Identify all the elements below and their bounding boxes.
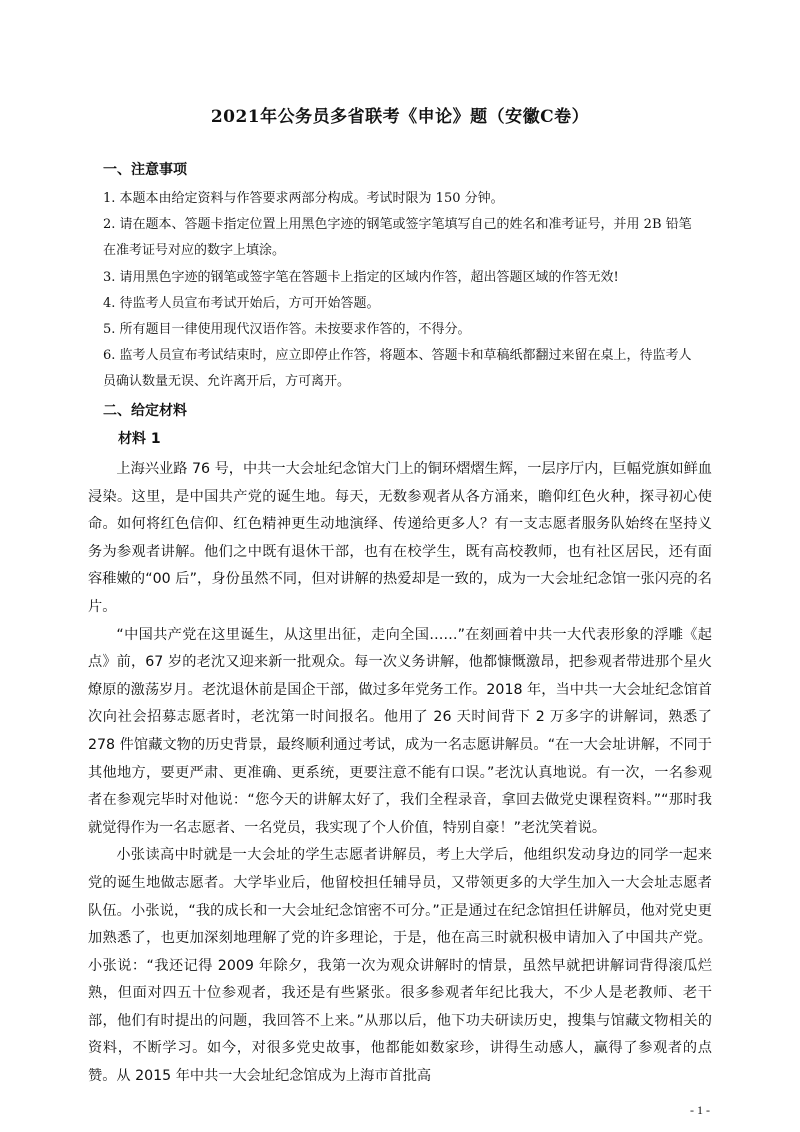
body-paragraph: 上海兴业路 76 号，中共一大会址纪念馆大门上的铜环熠熠生辉，一层序厅内，巨幅党旗如鲜血浸染。这里，是中国共产党的诞生地。每天，无数参观者从各方涌来，瞻仰红色火种，探寻初心使命。如何将红色信仰、红色精神更生动地演绎、传递给更多人？有一支志愿者服务队始终在坚持义务为参观者讲解。他们之中既有退休干部，也有在校学生，既有高校教师，也有社区居民，还有面容稚嫩的“00 后”，身份虽然不同，但对讲解的热爱却是一致的，成为一大会址纪念馆一张闪亮的名片。 — [88, 461, 712, 615]
page-title: 2021年公务员多省联考《申论》题（安徽C卷） — [210, 107, 590, 127]
note-item: 6. 监考人员宣布考试结束时，应立即停止作答，将题本、答题卡和草稿纸都翻过来留在桌上，待监考人员确认数量无误、允许离开后，方可离开。 — [103, 348, 692, 390]
section-heading-materials: 二、给定材料 — [103, 403, 187, 419]
note-item: 2. 请在题本、答题卡指定位置上用黑色字迹的钢笔或签字笔填写自己的姓名和准考证号，并用 2B 铅笔在准考证号对应的数字上填涂。 — [103, 217, 692, 259]
material-label: 材料 1 — [118, 431, 161, 447]
page-number: - 1 - — [690, 1103, 710, 1117]
section-heading-notes: 一、注意事项 — [103, 162, 187, 178]
note-item: 5. 所有题目一律使用现代汉语作答。未按要求作答的，不得分。 — [103, 322, 471, 338]
note-item: 3. 请用黑色字迹的钢笔或签字笔在答题卡上指定的区域内作答，超出答题区域的作答无效! — [103, 269, 619, 285]
body-paragraph: “中国共产党在这里诞生，从这里出征，走向全国……”在刻画着中共一大代表形象的浮雕《起点》前，67 岁的老沈又迎来新一批观众。每一次义务讲解，他都慷慨激昂，把参观者带进那个星火燎原的激荡岁月。老沈退休前是国企干部，做过多年党务工作。2018 年，当中共一大会址纪念馆首次向社会招募志愿者时，老沈第一时间报名。他用了 26 天时间背下 2 万多字的讲解词，熟悉了 278 件馆藏文物的历史背景，最终顺利通过考试，成为一名志愿讲解员。“在一大会址讲解，不同于其他地方，要更严肃、更准确、更系统，更要注意不能有口误。”老沈认真地说。有一次，一名参观者在参观完毕时对他说：“您今天的讲解太好了，我们全程录音，拿回去做党史课程资料。”“那时我就觉得作为一名志愿者、一名党员，我实现了个人价值，特别自豪！”老沈笑着说。 — [88, 626, 712, 836]
note-item: 1. 本题本由给定资料与作答要求两部分构成。考试时限为 150 分钟。 — [103, 191, 504, 206]
notes-list — [103, 186, 697, 396]
material-body — [88, 456, 712, 1091]
note-item: 4. 待监考人员宣布考试开始后，方可开始答题。 — [103, 295, 380, 311]
body-paragraph: 小张读高中时就是一大会址的学生志愿者讲解员，考上大学后，他组织发动身边的同学一起来党的诞生地做志愿者。大学毕业后，他留校担任辅导员，又带领更多的大学生加入一大会址志愿者队伍。小张说，“我的成长和一大会址纪念馆密不可分。”正是通过在纪念馆担任讲解员，他对党史更加熟悉了，也更加深刻地理解了党的许多理论，于是，他在高三时就积极申请加入了中国共产党。小张说：“我还记得 2009 年除夕，我第一次为观众讲解时的情景，虽然早就把讲解词背得滚瓜烂熟，但面对四五十位参观者，我还是有些紧张。很多参观者年纪比我大，不少人是老教师、老干部，他们有时提出的问题，我回答不上来。”从那以后，他下功夫研读历史，搜集与馆藏文物相关的资料，不断学习。如今，对很多党史故事，他都能如数家珍，讲得生动感人，赢得了参观者的点赞。从 2015 年中共一大会址纪念馆成为上海市首批高 — [88, 847, 712, 1085]
